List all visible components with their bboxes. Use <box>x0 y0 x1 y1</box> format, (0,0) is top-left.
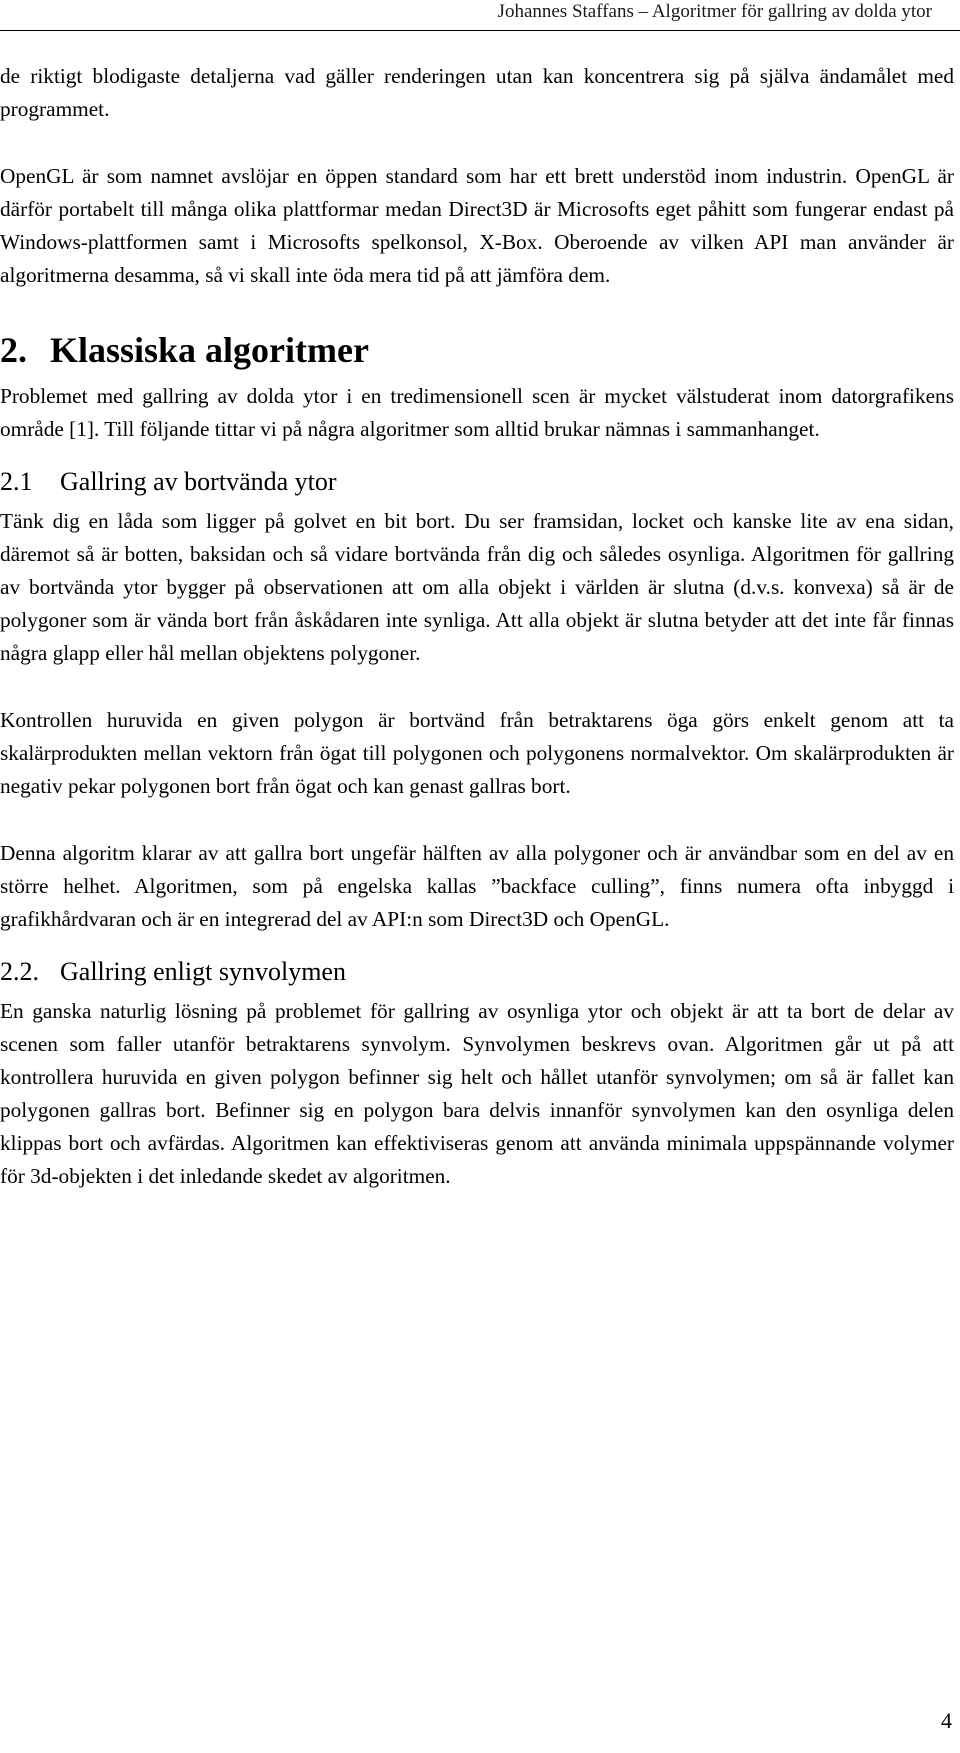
section-2-heading <box>0 330 954 370</box>
intro-paragraph-2: OpenGL är som namnet avslöjar en öppen standard som har ett brett understöd inom industrin. OpenGL är därför portabelt till många olika plattformar medan Direct3D är Microsofts eget påhitt som fungerar endast på Windows-plattformen samt i Microsofts spelkonsol, X-Box. Oberoende av vilken API man använder är algoritmerna desamma, så vi skall inte öda mera tid på att jämföra dem. <box>0 164 954 287</box>
section-2-1-title: Gallring av bortvända ytor <box>60 467 337 496</box>
section-2-number: 2. <box>0 330 27 370</box>
running-header: Johannes Staffans – Algoritmer för gallring av dolda ytor <box>497 1 932 22</box>
section-2-1-paragraph-2: Kontrollen huruvida en given polygon är bortvänd från betraktarens öga görs enkelt genom att ta skalärprodukten mellan vektorn från ögat till polygonen och polygonens normalvektor. Om skalärprodukten är negativ pekar polygonen bort från ögat och kan genast gallras bort. <box>0 708 954 798</box>
page-number: 4 <box>941 1708 952 1733</box>
section-2-2-heading <box>0 955 954 988</box>
header-rule <box>0 30 960 31</box>
section-2-paragraph: Problemet med gallring av dolda ytor i en tredimensionell scen är mycket välstuderat inom datorgrafikens område [1]. Till följande tittar vi på några algoritmer som alltid brukar nämnas i sammanhanget. <box>0 384 954 441</box>
section-2-1-number: 2.1 <box>0 467 33 496</box>
section-2-2-title: Gallring enligt synvolymen <box>60 957 346 986</box>
section-2-1-paragraph-3: Denna algoritm klarar av att gallra bort ungefär hälften av alla polygoner och är användbar som en del av en större helhet. Algoritmen, som på engelska kallas ”backface culling”, finns numera ofta inbyggd i grafikhårdvaran och är en integrerad del av API:n som Direct3D och OpenGL. <box>0 841 954 931</box>
intro-paragraph-1: de riktigt blodigaste detaljerna vad gäller renderingen utan kan koncentrera sig på själva ändamålet med programmet. <box>0 64 954 121</box>
section-2-2-number: 2.2. <box>0 957 39 986</box>
section-2-title: Klassiska algoritmer <box>50 330 369 370</box>
page-body <box>0 60 954 1193</box>
section-2-1-heading <box>0 465 954 498</box>
section-2-1-paragraph-1: Tänk dig en låda som ligger på golvet en bit bort. Du ser framsidan, locket och kanske lite av ena sidan, däremot så är botten, baksidan och så vidare bortvända från dig och således osynliga. Algoritmen för gallring av bortvända ytor bygger på observationen att om alla objekt i världen är slutna (d.v.s. konvexa) så är de polygoner som är vända bort från åskådaren inte synliga. Att alla objekt är slutna betyder att det inte får finnas några glapp eller hål mellan objektens polygoner. <box>0 509 954 665</box>
section-2-2-paragraph: En ganska naturlig lösning på problemet för gallring av osynliga ytor och objekt är att ta bort de delar av scenen som faller utanför betraktarens synvolym. Synvolymen beskrevs ovan. Algoritmen går ut på att kontrollera huruvida en given polygon befinner sig helt och hållet utanför synvolymen; om så är fallet kan polygonen gallras bort. Befinner sig en polygon bara delvis innanför synvolymen kan den osynliga delen klippas bort och avfärdas. Algoritmen kan effektiviseras genom att använda minimala uppspännande volymer för 3d-objekten i det inledande skedet av algoritmen. <box>0 999 954 1188</box>
